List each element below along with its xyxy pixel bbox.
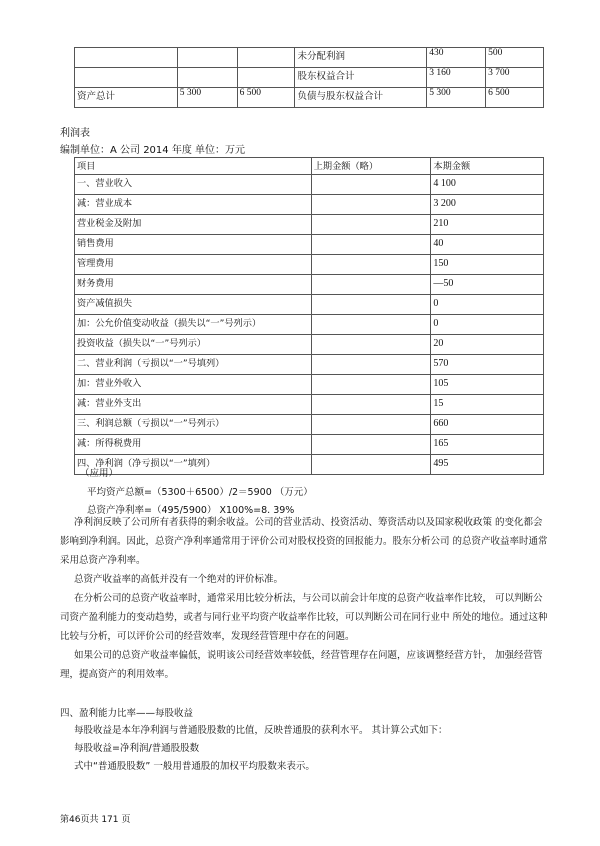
table-cell: 5 300 [177,88,237,108]
current-amount-cell: 150 [431,255,544,275]
line-item-label: 减：所得税费用 [75,435,312,455]
income-statement-title: 利润表 [60,128,90,139]
table-row [75,195,544,215]
section-intro: 每股收益是本年净利润与普通股股数的比值，反映普通股的获利水平。 其计算公式如下： [74,725,448,736]
table-cell [177,68,237,88]
line-item-label: 营业税金及附加 [75,215,312,235]
table-cell: 500 [486,48,544,68]
formula-note: 式中“普通股股数” 一般用普通股的加权平均股数来表示。 [74,761,315,772]
table-cell: 未分配利润 [295,48,427,68]
current-amount-cell: 165 [431,435,544,455]
prior-amount-cell [311,215,431,235]
table-cell: 6 500 [237,88,295,108]
section-heading: 四、盈利能力比率——每股收益 [60,708,194,719]
current-amount-cell: —50 [431,275,544,295]
line-item-label: 二、营业利润（亏损以“一”号填列） [75,355,312,375]
table-row [75,315,544,335]
line-item-label: 减：营业外支出 [75,395,312,415]
paragraph-net-profit: 净利润反映了公司所有者获得的剩余收益。公司的营业活动、投资活动、筹资活动以及国家税收政策 的变化都会影响到净利润。因此，总资产净利率通常用于评价公司对股权投资的回报能力。股东分析公司 的总资产收益率时通常采用总资产净利率。 [60,517,548,566]
income-statement-unit-line: 编制单位：A 公司 2014 年度 单位：万元 [60,145,246,156]
table-row [75,255,544,275]
table-header-row [75,158,544,175]
balance-sheet-table [74,47,544,108]
table-row [75,435,544,455]
header-prior-period: 上期金额（略） [311,158,431,175]
line-item-label: 减：营业成本 [75,195,312,215]
current-amount-cell: 570 [431,355,544,375]
income-statement-table [74,157,544,475]
table-row [75,335,544,355]
current-amount-cell: 4 100 [431,175,544,195]
prior-amount-cell [311,455,431,475]
current-amount-cell: 0 [431,315,544,335]
prior-amount-cell [311,315,431,335]
page-number: 第46页共 171 页 [60,815,131,825]
current-amount-cell: 15 [431,395,544,415]
line-item-label: 财务费用 [75,275,312,295]
current-amount-cell: 20 [431,335,544,355]
line-item-label: 资产减值损失 [75,295,312,315]
prior-amount-cell [311,175,431,195]
prior-amount-cell [311,195,431,215]
current-amount-cell: 3 200 [431,195,544,215]
paragraph-low-return: 如果公司的总资产收益率偏低，说明该公司经营效率较低，经营管理存在问题，应该调整经营方针， 加强经营管理，提高资产的利用效率。 [60,650,543,680]
table-row [75,415,544,435]
prior-amount-cell [311,355,431,375]
table-row [75,88,544,108]
table-row [75,68,544,88]
current-amount-cell: 660 [431,415,544,435]
prior-amount-cell [311,375,431,395]
table-row [75,355,544,375]
table-cell [237,68,295,88]
current-amount-cell: 105 [431,375,544,395]
current-amount-cell: 495 [431,455,544,475]
prior-amount-cell [311,255,431,275]
header-current-period: 本期金额 [431,158,544,175]
line-item-label: 四、净利润（净亏损以“一”填列） [75,455,312,475]
paragraph-comparison: 在分析公司的总资产收益率时，通常采用比较分析法，与公司以前会计年度的总资产收益率作比较， 可以判断公司资产盈利能力的变动趋势，或者与同行业平均资产收益率作比较，可以判断公司在同行业中 所处的地位。通过这种比较与分析，可以评价公司的经营效率，发现经营管理中存在的问题。 [60,593,548,642]
table-cell: 3 160 [427,68,486,88]
line-item-label: 投资收益（损失以“一”号列示） [75,335,312,355]
table-cell [237,48,295,68]
paragraph-no-standard: 总资产收益率的高低并没有一个绝对的评价标准。 [74,574,284,585]
line-item-label: 销售费用 [75,235,312,255]
table-cell [75,68,178,88]
eps-formula: 每股收益=净利润/普通股股数 [74,743,200,754]
table-cell: 5 300 [427,88,486,108]
prior-amount-cell [311,415,431,435]
table-cell [75,48,178,68]
avg-assets-formula: 平均资产总额=（5300＋6500）/2＝5900 （万元） [87,487,313,498]
prior-amount-cell [311,335,431,355]
line-item-label: 管理费用 [75,255,312,275]
table-row [75,48,544,68]
table-cell: 430 [427,48,486,68]
table-row [75,295,544,315]
table-cell [177,48,237,68]
prior-amount-cell [311,275,431,295]
table-cell: 6 500 [486,88,544,108]
table-row [75,215,544,235]
table-row [75,395,544,415]
current-amount-cell: 210 [431,215,544,235]
current-amount-cell: 0 [431,295,544,315]
table-row [75,455,544,475]
prior-amount-cell [311,235,431,255]
prior-amount-cell [311,435,431,455]
table-cell: 股东权益合计 [295,68,427,88]
table-cell: 负债与股东权益合计 [295,88,427,108]
line-item-label: 加：公允价值变动收益（损失以“一”号列示） [75,315,312,335]
table-row [75,275,544,295]
table-cell: 资产总计 [75,88,178,108]
prior-amount-cell [311,395,431,415]
net-margin-formula: 总资产净利率=（495/5900） X100%=8. 39% [87,505,295,516]
table-row [75,375,544,395]
header-item: 项目 [75,158,312,175]
line-item-label: 加：营业外收入 [75,375,312,395]
table-row [75,175,544,195]
table-row [75,235,544,255]
table-cell: 3 700 [486,68,544,88]
application-label: （应用） [80,468,119,479]
line-item-label: 三、利润总额（亏损以“一”号列示） [75,415,312,435]
line-item-label: 一、营业收入 [75,175,312,195]
current-amount-cell: 40 [431,235,544,255]
prior-amount-cell [311,295,431,315]
